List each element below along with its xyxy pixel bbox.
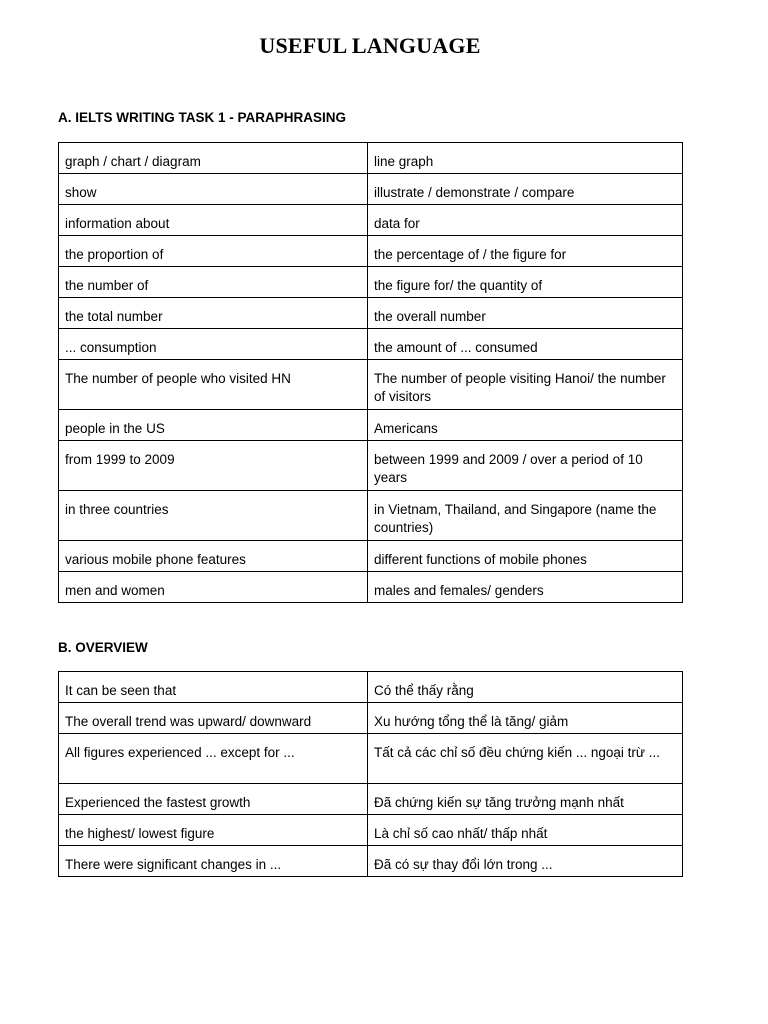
translation-cell: Có thể thấy rằng [368, 672, 683, 703]
table-row [59, 174, 683, 205]
phrase-cell: All figures experienced ... except for ... [59, 734, 368, 784]
translation-cell: Tất cả các chỉ số đều chứng kiến ... ngoại trừ ... [368, 734, 683, 784]
table-row [59, 329, 683, 360]
translation-cell: Đã chứng kiến sự tăng trưởng mạnh nhất [368, 784, 683, 815]
phrase-cell: in three countries [59, 491, 368, 541]
table-row [59, 734, 683, 784]
paraphrase-cell: data for [368, 205, 683, 236]
paraphrase-cell: The number of people visiting Hanoi/ the number of visitors [368, 360, 683, 410]
section-b-heading: B. OVERVIEW [58, 640, 148, 655]
overview-table [58, 671, 683, 877]
translation-cell: Là chỉ số cao nhất/ thấp nhất [368, 815, 683, 846]
table-row [59, 672, 683, 703]
table-row [59, 784, 683, 815]
paraphrasing-table [58, 142, 683, 603]
paraphrase-cell: in Vietnam, Thailand, and Singapore (name the countries) [368, 491, 683, 541]
table-row [59, 572, 683, 603]
paraphrase-cell: the overall number [368, 298, 683, 329]
phrase-cell: It can be seen that [59, 672, 368, 703]
table-row [59, 846, 683, 877]
paraphrase-cell: line graph [368, 143, 683, 174]
phrase-cell: Experienced the fastest growth [59, 784, 368, 815]
phrase-cell: ... consumption [59, 329, 368, 360]
paraphrase-cell: the figure for/ the quantity of [368, 267, 683, 298]
translation-cell: Đã có sự thay đổi lớn trong ... [368, 846, 683, 877]
page-title: USEFUL LANGUAGE [259, 33, 481, 58]
table-row [59, 815, 683, 846]
phrase-cell: There were significant changes in ... [59, 846, 368, 877]
phrase-cell: the total number [59, 298, 368, 329]
table-row [59, 298, 683, 329]
phrase-cell: from 1999 to 2009 [59, 441, 368, 491]
phrase-cell: the proportion of [59, 236, 368, 267]
phrase-cell: the number of [59, 267, 368, 298]
phrase-cell: information about [59, 205, 368, 236]
table-row [59, 205, 683, 236]
paraphrase-cell: different functions of mobile phones [368, 541, 683, 572]
paraphrase-cell: illustrate / demonstrate / compare [368, 174, 683, 205]
phrase-cell: various mobile phone features [59, 541, 368, 572]
phrase-cell: men and women [59, 572, 368, 603]
table-row [59, 236, 683, 267]
phrase-cell: the highest/ lowest figure [59, 815, 368, 846]
paraphrase-cell: Americans [368, 410, 683, 441]
phrase-cell: The overall trend was upward/ downward [59, 703, 368, 734]
phrase-cell: The number of people who visited HN [59, 360, 368, 410]
table-row [59, 143, 683, 174]
phrase-cell: graph / chart / diagram [59, 143, 368, 174]
section-a-heading: A. IELTS WRITING TASK 1 - PARAPHRASING [58, 110, 347, 125]
phrase-cell: people in the US [59, 410, 368, 441]
translation-cell: Xu hướng tổng thể là tăng/ giảm [368, 703, 683, 734]
table-row [59, 360, 683, 410]
table-row [59, 267, 683, 298]
paraphrase-cell: males and females/ genders [368, 572, 683, 603]
table-row [59, 703, 683, 734]
table-row [59, 541, 683, 572]
paraphrase-cell: the percentage of / the figure for [368, 236, 683, 267]
paraphrase-cell: between 1999 and 2009 / over a period of 10 years [368, 441, 683, 491]
table-row [59, 410, 683, 441]
phrase-cell: show [59, 174, 368, 205]
table-row [59, 491, 683, 541]
paraphrase-cell: the amount of ... consumed [368, 329, 683, 360]
table-row [59, 441, 683, 491]
